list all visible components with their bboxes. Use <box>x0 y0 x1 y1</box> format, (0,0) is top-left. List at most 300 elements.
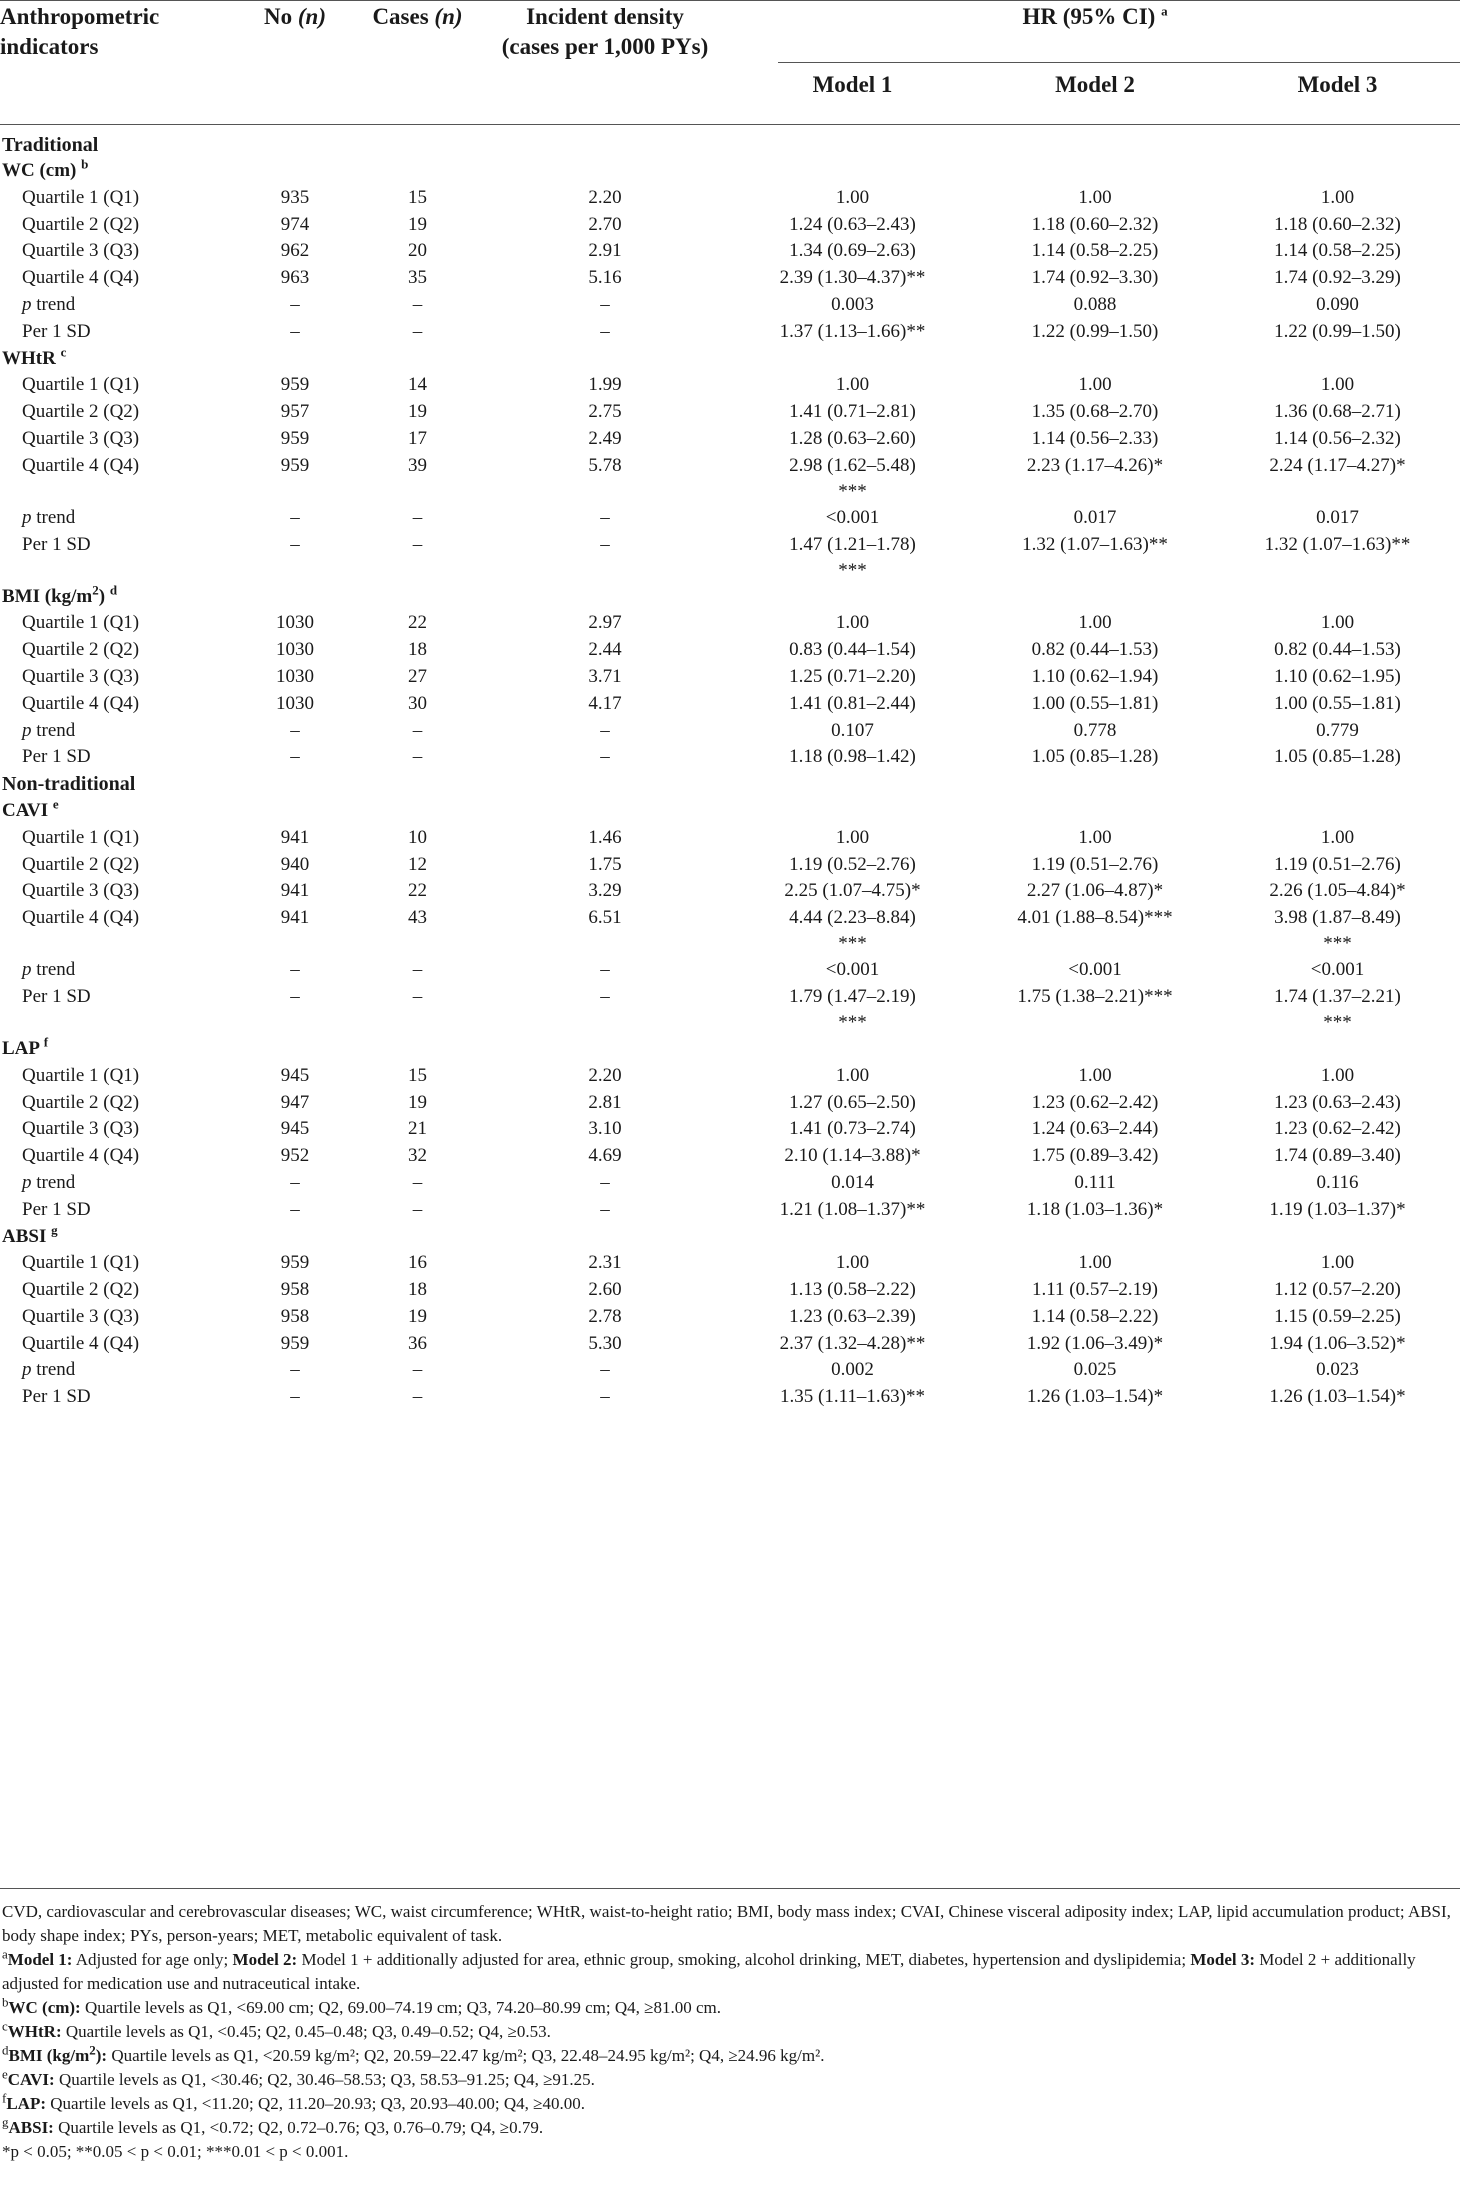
table-row <box>0 610 1460 637</box>
row-label: Quartile 4 (Q4) <box>22 692 140 714</box>
footnote-significance: *p < 0.05; **0.05 < p < 0.01; ***0.01 < p < 0.001. <box>2 2142 349 2161</box>
cell-no: 945 <box>280 1064 310 1086</box>
header-indicators <box>0 0 235 124</box>
table-row <box>0 1197 1460 1224</box>
cell-model2: 1.00 <box>1078 374 1112 396</box>
header-density-line1: Incident density <box>526 4 684 29</box>
cell-cases: 32 <box>408 1145 427 1167</box>
table-row <box>0 238 1460 265</box>
cell-cases: 12 <box>408 853 427 875</box>
cell-model2: 1.10 (0.62–1.94) <box>1031 665 1159 687</box>
cell-model1: 1.79 (1.47–2.19) *** <box>789 985 916 1033</box>
cell-cases: 14 <box>408 374 427 396</box>
cell-model1: 2.10 (1.14–3.88)* <box>784 1145 921 1167</box>
cell-cases: 35 <box>408 267 427 289</box>
cell-model1: 1.00 <box>835 374 870 396</box>
cell-model2: 1.18 (1.03–1.36)* <box>1026 1198 1164 1220</box>
cell-no: – <box>290 719 300 741</box>
cell-density: 6.51 <box>588 907 622 929</box>
cell-model1: 2.25 (1.07–4.75)* <box>784 880 921 902</box>
cell-density: 2.91 <box>588 240 622 262</box>
header-hr-group <box>730 0 1460 60</box>
cell-cases: 19 <box>408 1091 427 1113</box>
cell-cases: – <box>412 985 423 1007</box>
footnote-d: $^d$BMI $(kg/m^2)$: Quartile levels as Q1, <20.59 kg/m²; Q2, 20.59–22.47 kg/m²; Q3, 22.48–24.95 kg/m²; Q4, ≥24.96 kg/m². <box>2 2042 825 2065</box>
cell-model1: 1.47 (1.21–1.78) *** <box>789 533 916 581</box>
cell-model2: 4.01 (1.88–8.54)*** <box>1017 907 1173 929</box>
table-row <box>0 265 1460 292</box>
row-label: Quartile 4 (Q4) <box>22 267 140 289</box>
header-density <box>480 0 730 124</box>
cell-model2: 1.24 (0.63–2.44) <box>1031 1118 1159 1140</box>
table-row <box>0 1357 1460 1384</box>
cell-model2: 0.088 <box>1073 293 1117 315</box>
cell-density: 3.71 <box>588 665 622 687</box>
cell-no: – <box>290 320 300 342</box>
cell-density: 2.20 <box>588 1064 622 1086</box>
row-label: p trend <box>22 506 76 528</box>
cell-model1: 1.00 <box>835 186 870 208</box>
cell-model1: 1.00 <box>835 826 870 848</box>
table-row <box>0 637 1460 664</box>
cell-model3: 1.05 (0.85–1.28) <box>1274 746 1401 768</box>
cell-cases: – <box>412 746 423 768</box>
cell-model3: 0.116 <box>1316 1171 1359 1193</box>
cell-model2: 1.14 (0.58–2.22) <box>1031 1305 1159 1327</box>
cell-model2: 1.00 <box>1078 1064 1112 1086</box>
header-indicators-line1: Anthropometric <box>0 4 160 29</box>
row-label: Quartile 4 (Q4) <box>22 454 140 476</box>
cell-cases: 39 <box>408 454 427 476</box>
cell-no: – <box>290 1198 300 1220</box>
cell-model3: 1.15 (0.59–2.25) <box>1274 1305 1401 1327</box>
row-label: Quartile 1 (Q1) <box>22 612 140 634</box>
row-label: Quartile 2 (Q2) <box>22 1279 140 1301</box>
indicator-label: ABSI $^g$ <box>2 1222 58 1247</box>
row-label: Per 1 SD <box>22 533 91 555</box>
table-row <box>0 399 1460 426</box>
cell-model1: 0.014 <box>831 1171 874 1193</box>
cell-model3: 1.94 (1.06–3.52)* <box>1269 1332 1406 1354</box>
cell-cases: 43 <box>408 907 427 929</box>
cell-model3: 1.18 (0.60–2.32) <box>1274 213 1401 235</box>
cell-no: 974 <box>280 213 310 235</box>
header-no-n: (n) <box>297 4 326 29</box>
section-label: Traditional <box>2 134 99 156</box>
cell-model2: 1.75 (1.38–2.21)*** <box>1017 985 1173 1007</box>
cell-cases: – <box>412 1359 423 1381</box>
cell-density: 2.97 <box>588 612 622 634</box>
cell-model3: 0.023 <box>1316 1359 1359 1381</box>
table-row <box>0 453 1460 505</box>
table-row <box>0 505 1460 532</box>
row-label: Quartile 3 (Q3) <box>22 665 140 687</box>
cell-model1: 0.002 <box>831 1359 874 1381</box>
row-label: Quartile 1 (Q1) <box>22 826 140 848</box>
footnote-c: $^c$WHtR: Quartile levels as Q1, <0.45; Q2, 0.45–0.48; Q3, 0.49–0.52; Q4, ≥0.53. <box>2 2018 551 2041</box>
cell-no: 1030 <box>276 665 314 687</box>
table-row <box>0 346 1460 373</box>
cell-model1: 1.41 (0.73–2.74) <box>789 1118 916 1140</box>
table-row <box>0 1036 1460 1063</box>
table-row <box>0 372 1460 399</box>
cell-cases: 19 <box>408 1305 427 1327</box>
cell-density: – <box>600 533 610 555</box>
cell-density: 4.17 <box>588 692 622 714</box>
indicator-label: BMI $(kg/m^2)$ $^d$ <box>2 582 118 607</box>
cell-no: 959 <box>280 1332 310 1354</box>
cell-model3: 1.22 (0.99–1.50) <box>1274 320 1401 342</box>
cell-model3: 1.00 <box>1320 374 1355 396</box>
cell-no: – <box>290 293 300 315</box>
table-row <box>0 532 1460 584</box>
cell-model3: 0.090 <box>1316 293 1359 315</box>
cell-no: – <box>290 959 300 981</box>
row-label: Per 1 SD <box>22 1198 91 1220</box>
cell-model2: 0.025 <box>1073 1359 1117 1381</box>
table-row <box>0 1090 1460 1117</box>
cell-model3: 1.74 (1.37–2.21) *** <box>1274 985 1401 1033</box>
table-row <box>0 771 1460 798</box>
cell-cases: 18 <box>408 639 427 661</box>
table-row <box>0 825 1460 852</box>
cell-density: 2.78 <box>588 1305 622 1327</box>
footnote-abbreviations: CVD, cardiovascular and cerebrovascular diseases; WC, waist circumference; WHtR, waist-to-height ratio; BMI, body mass index; CVAI, Chinese visceral adiposity index; LAP, lipid accumulation product; ABSI, body shape index; PYs, person-years; MET, metabolic equivalent of task. <box>2 1902 1451 1945</box>
table-row <box>0 1277 1460 1304</box>
table-row <box>0 1143 1460 1170</box>
row-label: Quartile 4 (Q4) <box>22 1332 140 1354</box>
row-label: Quartile 4 (Q4) <box>22 1145 140 1167</box>
cell-model1: 1.35 (1.11–1.63)** <box>780 1386 925 1408</box>
cell-model1: 1.19 (0.52–2.76) <box>789 853 916 875</box>
row-label: Quartile 2 (Q2) <box>22 1091 140 1113</box>
table-row <box>0 1063 1460 1090</box>
footnote-g: $^g$ABSI: Quartile levels as Q1, <0.72; Q2, 0.72–0.76; Q3, 0.76–0.79; Q4, ≥0.79. <box>2 2114 544 2137</box>
cell-model1: 0.107 <box>831 719 874 741</box>
header-cases-text: Cases <box>372 4 429 29</box>
cell-model2: 1.00 <box>1078 826 1112 848</box>
cell-cases: 15 <box>408 186 427 208</box>
cell-no: 959 <box>280 454 310 476</box>
header-model1: Model 1 <box>812 72 893 97</box>
cell-model2: 1.00 <box>1078 186 1112 208</box>
cell-model2: 1.74 (0.92–3.30) <box>1031 267 1159 289</box>
row-label: Quartile 4 (Q4) <box>22 907 140 929</box>
cell-model2: 1.14 (0.56–2.33) <box>1031 427 1159 449</box>
cell-no: 935 <box>280 186 310 208</box>
cell-model2: 1.22 (0.99–1.50) <box>1031 320 1159 342</box>
cell-model2: 1.00 (0.55–1.81) <box>1031 692 1159 714</box>
table-row <box>0 905 1460 957</box>
cell-cases: – <box>412 320 423 342</box>
header-cases <box>355 0 480 124</box>
table-row <box>0 1170 1460 1197</box>
cell-density: 2.60 <box>588 1279 622 1301</box>
table-row <box>0 1116 1460 1143</box>
cell-model2: 2.23 (1.17–4.26)* <box>1026 454 1164 476</box>
cell-cases: 22 <box>408 612 427 634</box>
cell-model1: <0.001 <box>825 506 880 528</box>
cell-no: 959 <box>280 427 310 449</box>
cell-no: – <box>290 506 300 528</box>
cell-model3: 1.36 (0.68–2.71) <box>1274 401 1401 423</box>
cell-model3: 1.00 <box>1320 186 1355 208</box>
cell-model1: 0.003 <box>831 293 874 315</box>
cell-model1: 2.39 (1.30–4.37)** <box>779 267 926 289</box>
cell-model2: 1.23 (0.62–2.42) <box>1031 1091 1159 1113</box>
cell-model2: 0.017 <box>1073 506 1117 528</box>
cell-cases: – <box>412 719 423 741</box>
table-row <box>0 319 1460 346</box>
cell-model2: 1.92 (1.06–3.49)* <box>1026 1332 1164 1354</box>
footnote-f: $^f$LAP: Quartile levels as Q1, <11.20; Q2, 11.20–20.93; Q3, 20.93–40.00; Q4, ≥40.00. <box>2 2090 585 2113</box>
cell-cases: 19 <box>408 213 427 235</box>
table-row <box>0 124 1460 158</box>
cell-model2: 1.18 (0.60–2.32) <box>1031 213 1159 235</box>
cell-model3: 2.24 (1.17–4.27)* <box>1269 454 1406 476</box>
cell-cases: – <box>412 959 423 981</box>
row-label: Quartile 1 (Q1) <box>22 374 140 396</box>
cell-density: 1.46 <box>588 826 622 848</box>
header-cases-n: (n) <box>434 4 463 29</box>
table-row <box>0 426 1460 453</box>
cell-model3: 1.00 <box>1320 826 1355 848</box>
cell-density: – <box>600 506 610 528</box>
cell-density: 5.30 <box>588 1332 622 1354</box>
cell-no: – <box>290 1386 300 1408</box>
cell-density: – <box>600 1171 610 1193</box>
cell-model2: 1.05 (0.85–1.28) <box>1031 746 1159 768</box>
cell-cases: 21 <box>408 1118 427 1140</box>
table-row <box>0 957 1460 984</box>
cell-density: – <box>600 985 610 1007</box>
cell-cases: 15 <box>408 1064 427 1086</box>
cell-density: – <box>600 293 610 315</box>
row-label: Quartile 3 (Q3) <box>22 1305 140 1327</box>
cell-no: – <box>290 1359 300 1381</box>
row-label: p trend <box>22 1359 76 1381</box>
table-row <box>0 1384 1460 1411</box>
table-row <box>0 852 1460 879</box>
header-bottom-rule <box>0 124 1460 125</box>
cell-no: – <box>290 1171 300 1193</box>
cell-model3: 1.19 (0.51–2.76) <box>1274 853 1401 875</box>
row-label: Quartile 3 (Q3) <box>22 880 140 902</box>
table-row <box>0 185 1460 212</box>
table-row <box>0 984 1460 1036</box>
cell-cases: 20 <box>408 240 427 262</box>
cell-no: 1030 <box>276 692 314 714</box>
cell-model1: 1.18 (0.98–1.42) <box>789 746 916 768</box>
row-label: Quartile 3 (Q3) <box>22 240 140 262</box>
table-row <box>0 1331 1460 1358</box>
cell-model3: 1.10 (0.62–1.95) <box>1274 665 1401 687</box>
table-footnotes <box>2 1900 1456 2164</box>
cell-model3: 1.00 <box>1320 1252 1355 1274</box>
cell-model3: 1.23 (0.63–2.43) <box>1274 1091 1401 1113</box>
section-label: Non-traditional <box>2 773 136 796</box>
cell-cases: – <box>412 1198 423 1220</box>
cell-no: 959 <box>280 374 310 396</box>
table-row <box>0 292 1460 319</box>
cell-density: 5.16 <box>588 267 622 289</box>
cell-no: 957 <box>280 401 310 423</box>
row-label: p trend <box>22 1171 76 1193</box>
cell-model3: 2.26 (1.05–4.84)* <box>1269 880 1406 902</box>
footnote-a: $^a$Model 1: Adjusted for age only; Model 2: Model 1 + additionally adjusted for area, ethnic group, smoking, alcohol drinking, MET, diabetes, hypertension and dyslipidemia; Model 3: Model 2 + additionally adjusted for medication use and nutraceutical intake. <box>2 1946 1416 1993</box>
cell-model2: 1.11 (0.57–2.19) <box>1032 1279 1158 1301</box>
cell-model3: 0.779 <box>1316 719 1359 741</box>
cell-no: 945 <box>280 1118 310 1140</box>
cell-model2: 1.00 <box>1078 1252 1112 1274</box>
cell-model3: 1.14 (0.58–2.25) <box>1274 240 1401 262</box>
cell-no: 963 <box>280 267 310 289</box>
table-row <box>0 1250 1460 1277</box>
table-row <box>0 1224 1460 1251</box>
indicator-label: WC (cm) $^b$ <box>2 156 89 181</box>
row-label: Per 1 SD <box>22 746 91 768</box>
cell-model3: 1.32 (1.07–1.63)** <box>1264 533 1411 555</box>
cell-model2: 0.111 <box>1074 1171 1116 1193</box>
table-row <box>0 158 1460 185</box>
cell-model1: 2.98 (1.62–5.48) *** <box>789 454 916 502</box>
cell-cases: 27 <box>408 665 427 687</box>
cell-model1: 1.13 (0.58–2.22) <box>789 1279 916 1301</box>
cell-cases: 18 <box>408 1279 427 1301</box>
cell-model2: 1.32 (1.07–1.63)** <box>1022 533 1168 555</box>
cell-model1: 1.00 <box>835 1252 870 1274</box>
table-body <box>0 124 1460 1411</box>
cell-density: – <box>600 719 610 741</box>
header-hr-text: HR (95% CI) <box>1022 4 1156 29</box>
cell-cases: – <box>412 1171 423 1193</box>
cell-cases: 30 <box>408 692 427 714</box>
header-model2: Model 2 <box>1055 72 1135 97</box>
cell-density: 2.81 <box>588 1091 622 1113</box>
table-bottom-rule <box>0 1888 1460 1889</box>
cell-model2: 2.27 (1.06–4.87)* <box>1026 880 1164 902</box>
cell-cases: 17 <box>408 427 427 449</box>
cell-density: 1.75 <box>588 853 622 875</box>
cell-model2: 0.82 (0.44–1.53) <box>1031 639 1159 661</box>
header-indicators-line2: indicators <box>0 34 99 59</box>
cell-model1: 1.21 (1.08–1.37)** <box>779 1198 926 1220</box>
table-row <box>0 691 1460 718</box>
cell-no: 952 <box>280 1145 310 1167</box>
header-model3: Model 3 <box>1297 72 1378 97</box>
cell-model3: 1.14 (0.56–2.32) <box>1274 427 1401 449</box>
cell-model3: 1.74 (0.89–3.40) <box>1274 1145 1401 1167</box>
row-label: p trend <box>22 959 76 981</box>
cell-no: 941 <box>280 907 310 929</box>
table-row <box>0 584 1460 611</box>
cell-density: – <box>600 746 610 768</box>
header-no-text: No <box>264 4 293 29</box>
cell-no: 962 <box>280 240 310 262</box>
row-label: p trend <box>22 293 76 315</box>
table-row <box>0 718 1460 745</box>
cell-model1: 1.27 (0.65–2.50) <box>789 1091 916 1113</box>
cell-model3: 1.12 (0.57–2.20) <box>1274 1279 1401 1301</box>
cell-cases: – <box>412 533 423 555</box>
table-row <box>0 664 1460 691</box>
indicator-label: LAP $^f$ <box>2 1034 49 1059</box>
cell-density: 1.99 <box>588 374 622 396</box>
cell-no: 947 <box>280 1091 310 1113</box>
row-label: Quartile 2 (Q2) <box>22 853 140 875</box>
footnote-e: $^e$CAVI: Quartile levels as Q1, <30.46; Q2, 30.46–58.53; Q3, 58.53–91.25; Q4, ≥91.25. <box>2 2066 595 2089</box>
cell-no: 1030 <box>276 612 314 634</box>
cell-cases: 22 <box>408 880 427 902</box>
cell-cases: – <box>412 293 423 315</box>
table-row <box>0 212 1460 239</box>
cell-cases: 16 <box>408 1252 427 1274</box>
cell-density: – <box>600 320 610 342</box>
cell-density: 2.75 <box>588 401 622 423</box>
table-row <box>0 1304 1460 1331</box>
cell-model1: 1.37 (1.13–1.66)** <box>779 320 926 342</box>
cell-no: 1030 <box>276 639 314 661</box>
row-label: Quartile 3 (Q3) <box>22 1118 140 1140</box>
cell-model1: 4.44 (2.23–8.84) *** <box>789 907 916 955</box>
cell-model1: <0.001 <box>825 959 880 981</box>
cell-no: 941 <box>280 826 310 848</box>
row-label: Quartile 2 (Q2) <box>22 401 140 423</box>
row-label: Per 1 SD <box>22 320 91 342</box>
cell-model1: 1.23 (0.63–2.39) <box>789 1305 916 1327</box>
cell-density: 5.78 <box>588 454 622 476</box>
table-row <box>0 878 1460 905</box>
cell-model3: <0.001 <box>1310 959 1365 981</box>
cell-no: – <box>290 746 300 768</box>
cell-model3: 1.23 (0.62–2.42) <box>1274 1118 1401 1140</box>
cell-model1: 1.00 <box>835 612 870 634</box>
cell-no: – <box>290 533 300 555</box>
row-label: Quartile 3 (Q3) <box>22 427 140 449</box>
cell-model1: 1.00 <box>835 1064 870 1086</box>
cell-density: 3.29 <box>588 880 622 902</box>
cell-model2: 1.00 <box>1078 612 1112 634</box>
table-row <box>0 798 1460 825</box>
cell-density: 2.70 <box>588 213 622 235</box>
row-label: Quartile 2 (Q2) <box>22 213 140 235</box>
cell-model2: 1.75 (0.89–3.42) <box>1031 1145 1159 1167</box>
row-label: Per 1 SD <box>22 985 91 1007</box>
cell-model1: 1.34 (0.69–2.63) <box>789 240 916 262</box>
cell-no: 959 <box>280 1252 310 1274</box>
cell-model1: 1.41 (0.71–2.81) <box>789 401 916 423</box>
cell-density: 2.20 <box>588 186 622 208</box>
indicator-label: WHtR $^c$ <box>2 344 67 369</box>
cell-model2: 1.26 (1.03–1.54)* <box>1026 1386 1164 1408</box>
cell-model1: 1.28 (0.63–2.60) <box>789 427 916 449</box>
cell-cases: – <box>412 1386 423 1408</box>
header-density-line2: (cases per 1,000 PYs) <box>501 34 709 59</box>
cell-model2: <0.001 <box>1068 959 1122 981</box>
cell-model2: 1.19 (0.51–2.76) <box>1031 853 1159 875</box>
header-row-1 <box>0 0 1460 60</box>
row-label: Per 1 SD <box>22 1386 91 1408</box>
cell-no: 958 <box>280 1279 310 1301</box>
cell-cases: 10 <box>408 826 427 848</box>
cell-model3: 0.017 <box>1316 506 1359 528</box>
row-label: Quartile 1 (Q1) <box>22 1252 140 1274</box>
header-no <box>235 0 355 124</box>
cell-no: 940 <box>280 853 310 875</box>
hr-group-rule <box>778 62 1460 63</box>
row-label: Quartile 2 (Q2) <box>22 639 140 661</box>
cell-model1: 1.41 (0.81–2.44) <box>789 692 916 714</box>
